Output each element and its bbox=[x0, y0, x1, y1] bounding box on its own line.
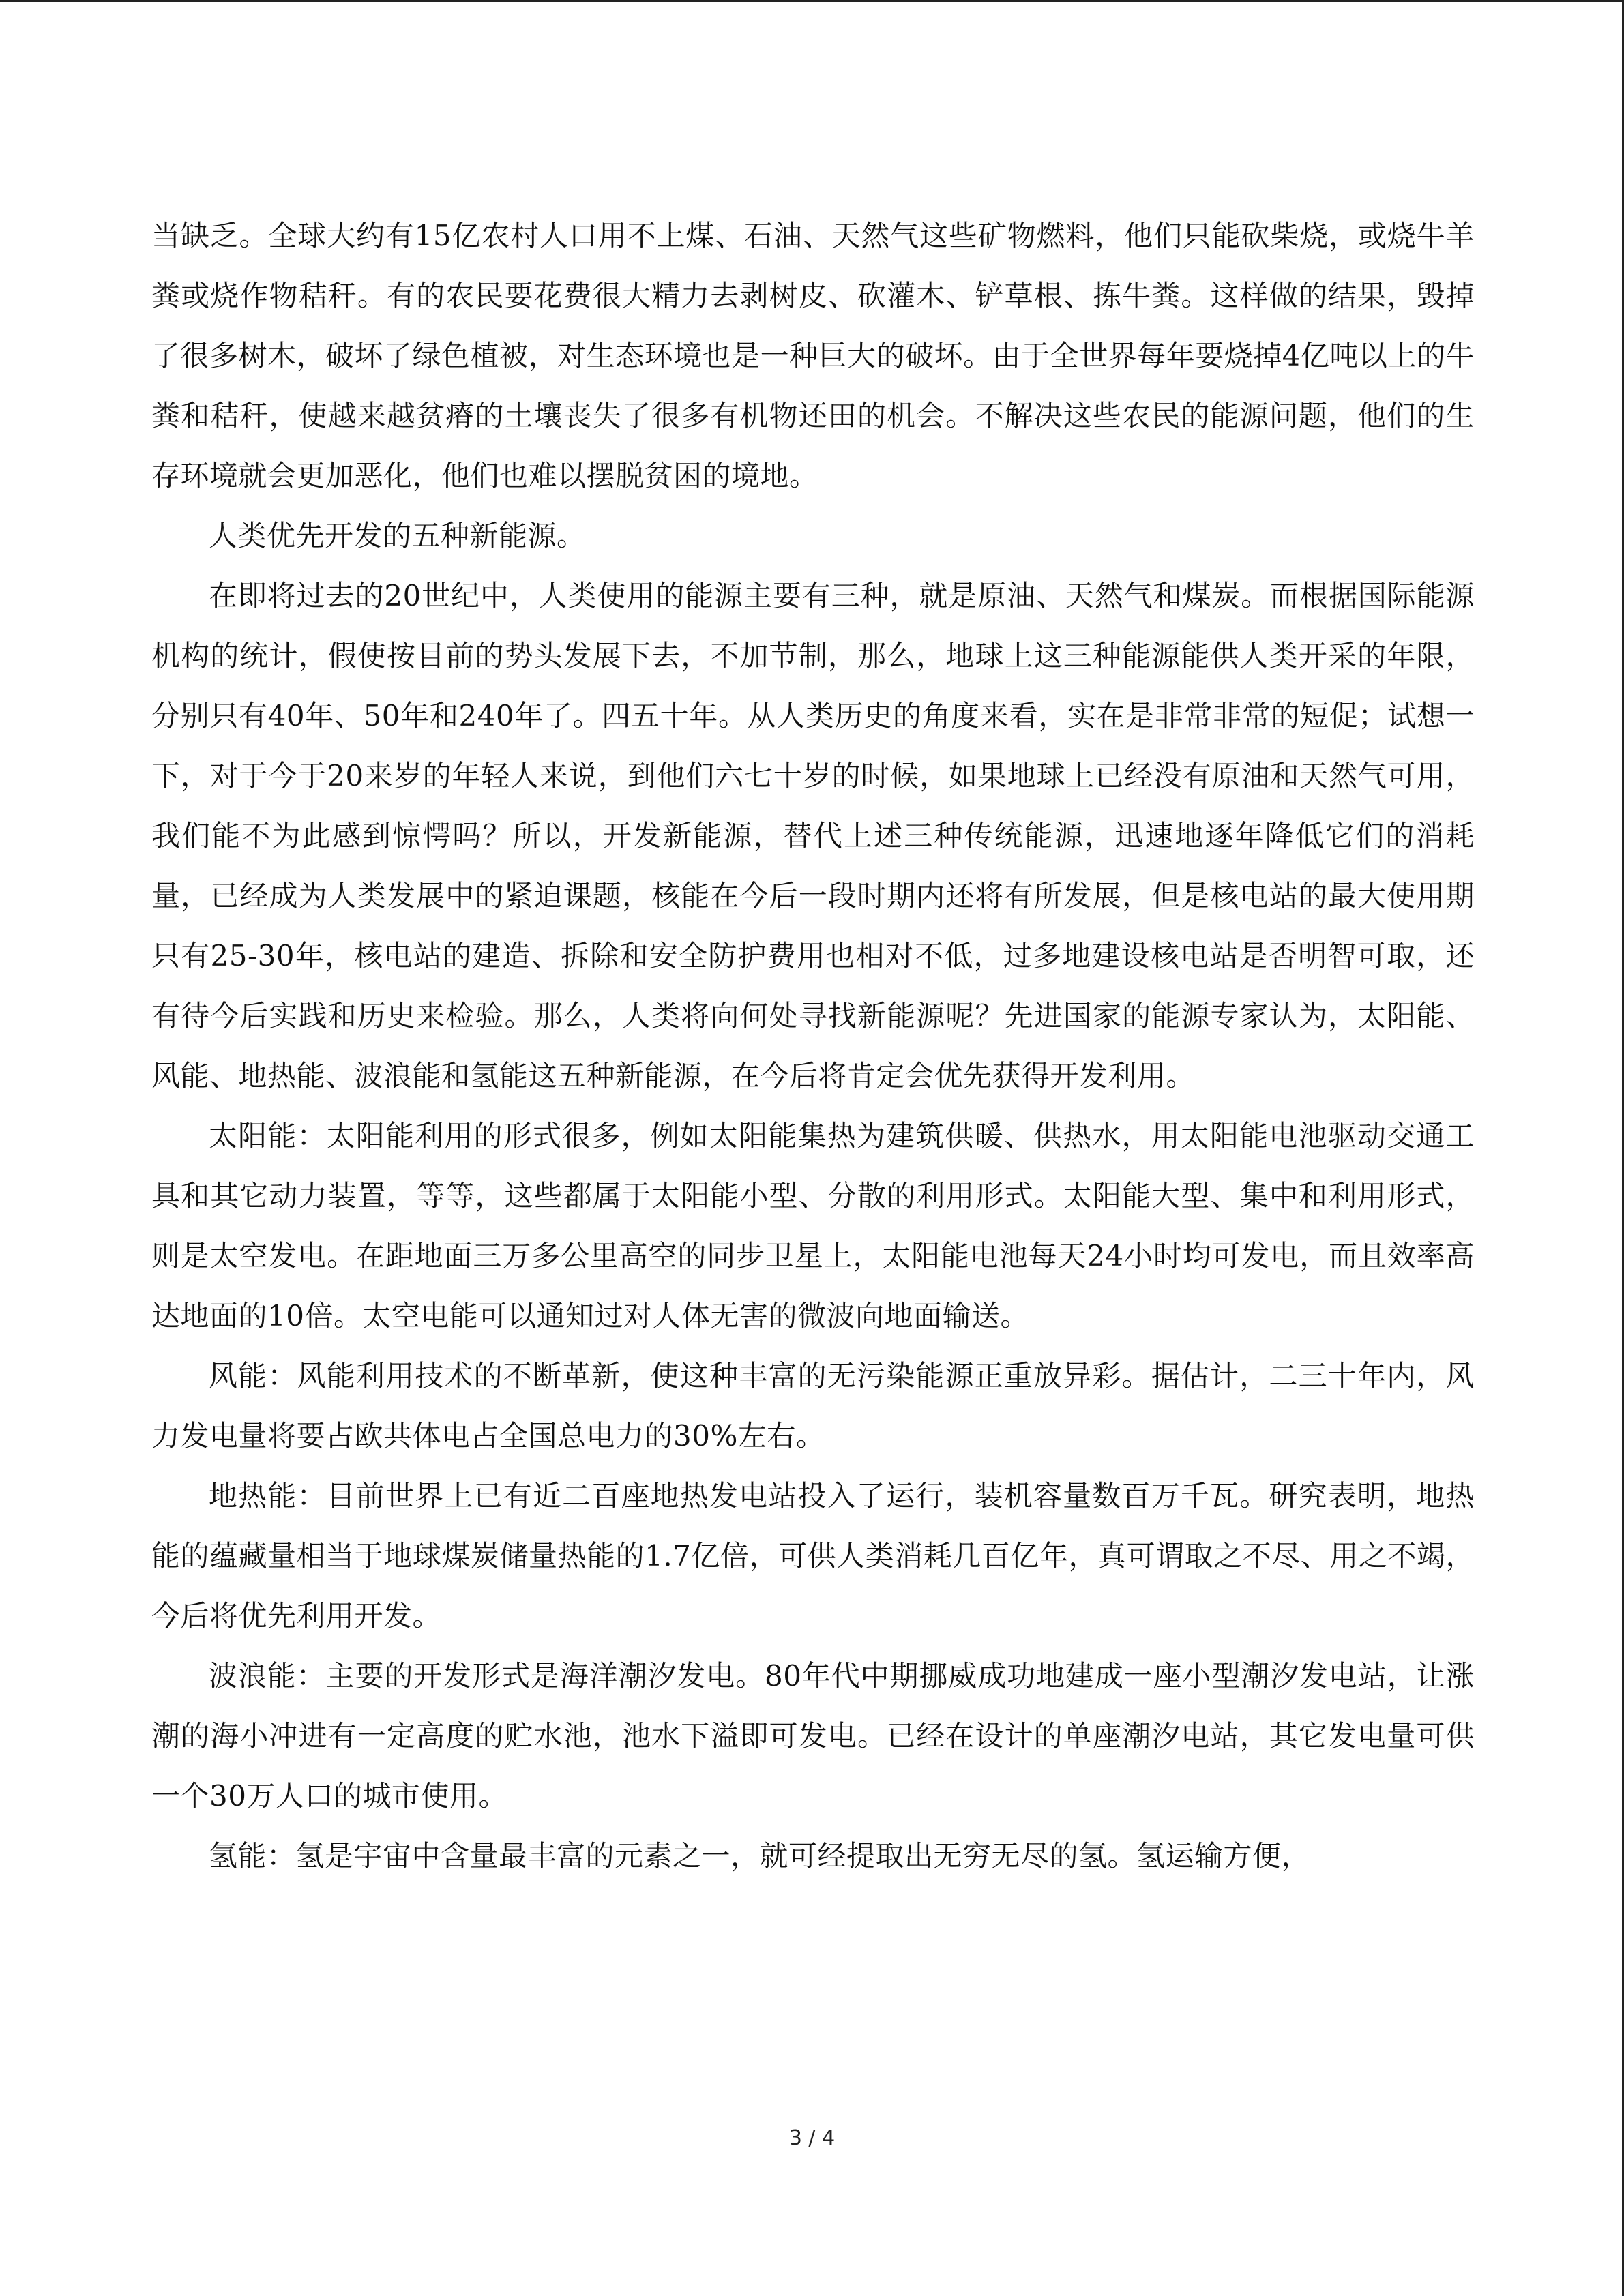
paragraph-five-new-energies-heading: 人类优先开发的五种新能源。 bbox=[209, 519, 586, 552]
paragraph-wind-energy: 风能：风能利用技术的不断革新，使这种丰富的无污染能源正重放异彩。据估计，二三十年内，风力发电量将要占欧共体电占全国总电力的30%左右。 bbox=[151, 1359, 1475, 1452]
paragraph-rural-energy: 当缺乏。全球大约有15亿农村人口用不上煤、石油、天然气这些矿物燃料，他们只能砍柴烧，或烧牛羊粪或烧作物秸秆。有的农民要花费很大精力去剥树皮、砍灌木、铲草根、拣牛粪。这样做的结果，毁掉了很多树木，破坏了绿色植被，对生态环境也是一种巨大的破坏。由于全世界每年要烧掉4亿吨以上的牛粪和秸秆，使越来越贫瘠的土壤丧失了很多有机物还田的机会。不解决这些农民的能源问题，他们的生存环境就会更加恶化，他们也难以摆脱贫困的境地。 bbox=[151, 219, 1475, 492]
document-body bbox=[151, 206, 1475, 1886]
paragraph-hydrogen-energy: 氢能：氢是宇宙中含量最丰富的元素之一，就可经提取出无穷无尽的氢。氢运输方便， bbox=[209, 1839, 1311, 1873]
paragraph-solar-energy: 太阳能：太阳能利用的形式很多，例如太阳能集热为建筑供暖、供热水，用太阳能电池驱动交通工具和其它动力装置，等等，这些都属于太阳能小型、分散的利用形式。太阳能大型、集中和利用形式，则是太空发电。在距地面三万多公里高空的同步卫星上，太阳能电池每天24小时均可发电，而且效率高达地面的10倍。太空电能可以通知过对人体无害的微波向地面输送。 bbox=[151, 1119, 1475, 1332]
page-number: 3 / 4 bbox=[788, 2126, 836, 2150]
paragraph-traditional-energy: 在即将过去的20世纪中，人类使用的能源主要有三种，就是原油、天然气和煤炭。而根据国际能源机构的统计，假使按目前的势头发展下去，不加节制，那么，地球上这三种能源能供人类开采的年限，分别只有40年、50年和240年了。四五十年。从人类历史的角度来看，实在是非常非常的短促；试想一下，对于今于20来岁的年轻人来说，到他们六七十岁的时候，如果地球上已经没有原油和天然气可用，我们能不为此感到惊愕吗？所以，开发新能源，替代上述三种传统能源，迅速地逐年降低它们的消耗量，已经成为人类发展中的紧迫课题，核能在今后一段时期内还将有所发展，但是核电站的最大使用期只有25-30年，核电站的建造、拆除和安全防护费用也相对不低，过多地建设核电站是否明智可取，还有待今后实践和历史来检验。那么，人类将向何处寻找新能源呢？先进国家的能源专家认为，太阳能、风能、地热能、波浪能和氢能这五种新能源，在今后将肯定会优先获得开发利用。 bbox=[151, 579, 1475, 1092]
paragraph-geothermal-energy: 地热能：目前世界上已有近二百座地热发电站投入了运行，装机容量数百万千瓦。研究表明，地热能的蕴藏量相当于地球煤炭储量热能的1.7亿倍，可供人类消耗几百亿年，真可谓取之不尽、用之不竭，今后将优先利用开发。 bbox=[151, 1479, 1475, 1632]
page-border-top bbox=[0, 0, 1624, 2]
paragraph-wave-energy: 波浪能：主要的开发形式是海洋潮汐发电。80年代中期挪威成功地建成一座小型潮汐发电站，让涨潮的海小冲进有一定高度的贮水池，池水下溢即可发电。已经在设计的单座潮汐电站，其它发电量可供一个30万人口的城市使用。 bbox=[151, 1659, 1475, 1813]
